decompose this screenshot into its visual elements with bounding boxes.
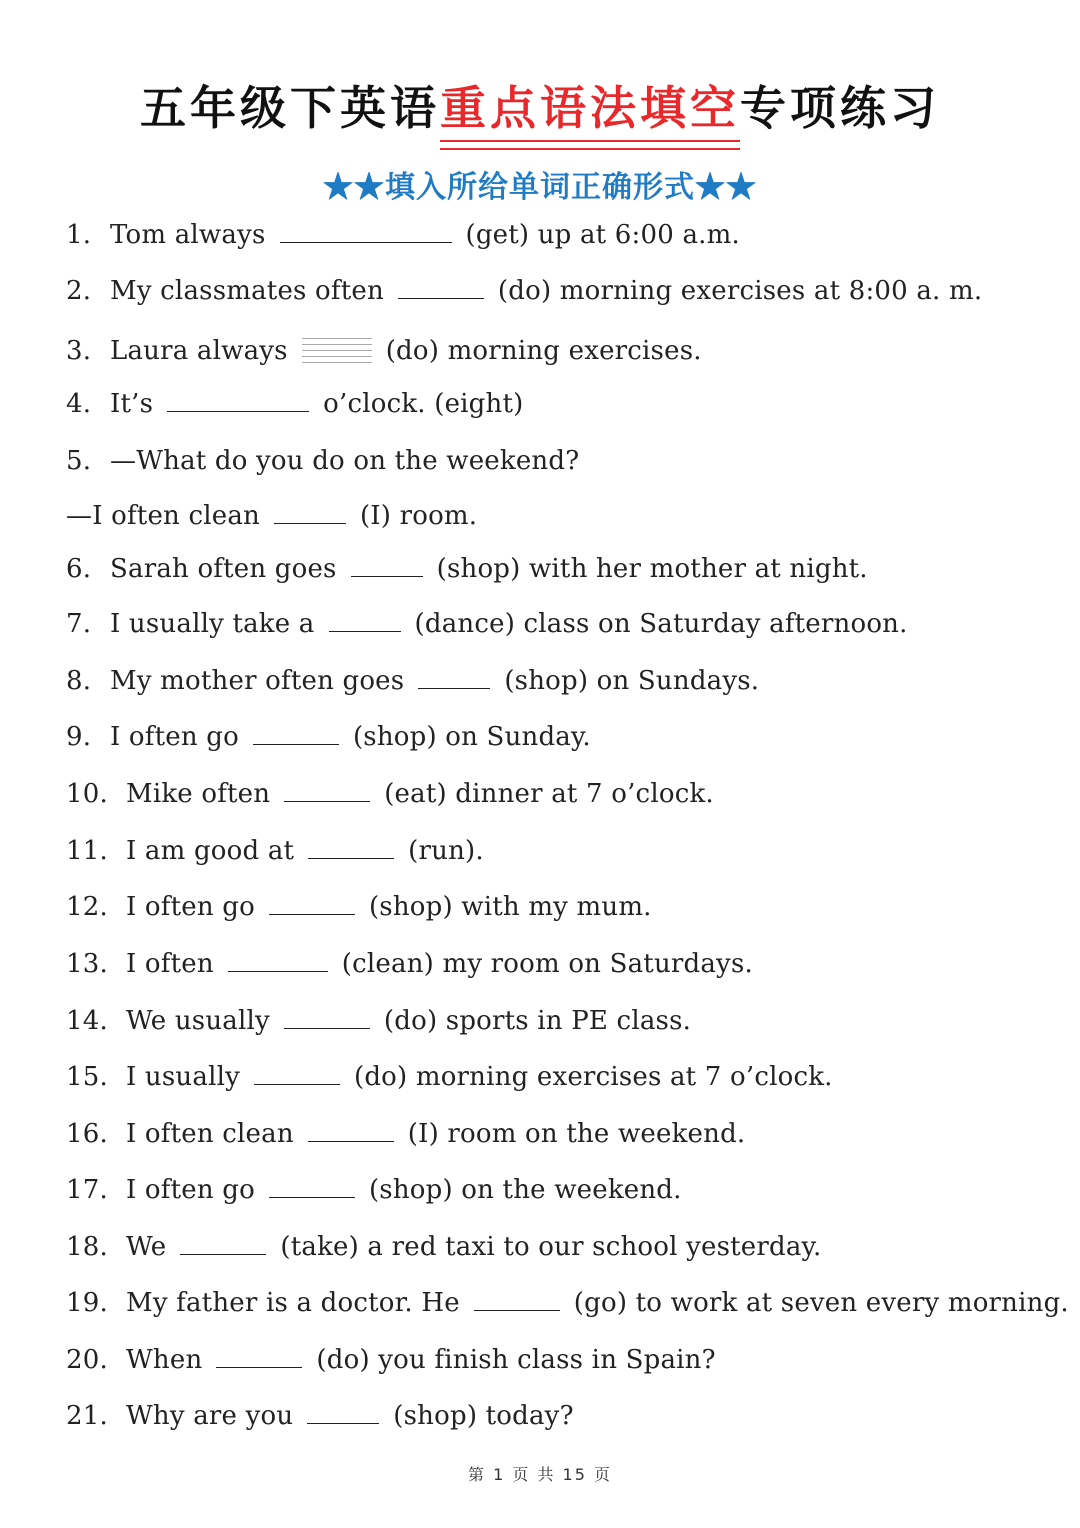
answer-blank[interactable]: [284, 779, 370, 802]
answer-blank[interactable]: [308, 1119, 394, 1142]
question-text-before: When: [126, 1345, 203, 1375]
question-text-before: We: [126, 1232, 167, 1262]
question-text-before: I often go: [110, 722, 239, 752]
question-text-after: (clean) my room on Saturdays.: [341, 949, 753, 979]
question-number: 2.: [66, 276, 92, 306]
question-text-before: We usually: [126, 1006, 270, 1036]
answer-blank[interactable]: [284, 1006, 370, 1029]
question-number: 11.: [66, 836, 108, 866]
question-text-before: It’s: [110, 389, 154, 419]
question-text-before: Laura always: [110, 336, 288, 366]
question-text-after: (I) room on the weekend.: [407, 1119, 746, 1149]
question-text-after: (shop) on Sunday.: [352, 722, 591, 752]
question-6: [66, 554, 868, 584]
question-text-before: Tom always: [110, 220, 266, 250]
question-number: 6.: [66, 554, 92, 584]
question-text-before: —I often clean: [66, 501, 260, 531]
question-text-after: (do) morning exercises at 7 o’clock.: [354, 1062, 833, 1092]
question-14: [66, 1006, 691, 1036]
question-11: [66, 836, 484, 866]
question-text-before: I usually take a: [110, 609, 315, 639]
question-text-before: I often clean: [126, 1119, 294, 1149]
question-text-before: I often go: [126, 892, 255, 922]
answer-blank[interactable]: [216, 1345, 302, 1368]
answer-blank[interactable]: [302, 333, 372, 363]
question-number: 14.: [66, 1006, 108, 1036]
question-text-after: (shop) on the weekend.: [368, 1175, 682, 1205]
question-number: 21.: [66, 1401, 108, 1431]
question-text-after: (shop) with my mum.: [368, 892, 652, 922]
question-21: [66, 1401, 574, 1431]
question-text-after: (take) a red taxi to our school yesterday.: [280, 1232, 822, 1262]
question-text-after: (go) to work at seven every morning.: [573, 1288, 1069, 1318]
question-16: [66, 1119, 745, 1149]
question-5-answer: [66, 501, 477, 531]
question-4: [66, 389, 523, 419]
question-number: 8.: [66, 666, 92, 696]
question-text-before: My mother often goes: [110, 666, 405, 696]
question-text-after: o’clock. (eight): [323, 389, 524, 419]
question-text-before: —What do you do on the weekend?: [110, 446, 580, 476]
answer-blank[interactable]: [474, 1288, 560, 1311]
question-number: 15.: [66, 1062, 108, 1092]
question-3: [66, 333, 702, 366]
answer-blank[interactable]: [269, 1175, 355, 1198]
question-10: [66, 779, 714, 809]
question-text-before: My classmates often: [110, 276, 384, 306]
question-text-after: (do) morning exercises.: [385, 336, 702, 366]
question-text-before: I often go: [126, 1175, 255, 1205]
question-15: [66, 1062, 833, 1092]
question-number: 18.: [66, 1232, 108, 1262]
answer-blank[interactable]: [329, 609, 401, 632]
answer-blank[interactable]: [351, 554, 423, 577]
question-number: 12.: [66, 892, 108, 922]
question-text-after: (eat) dinner at 7 o’clock.: [384, 779, 714, 809]
question-number: 5.: [66, 446, 92, 476]
question-text-after: (shop) today?: [393, 1401, 574, 1431]
question-text-before: I usually: [126, 1062, 240, 1092]
question-text-before: My father is a doctor. He: [126, 1288, 460, 1318]
question-20: [66, 1345, 716, 1375]
question-number: 7.: [66, 609, 92, 639]
question-text-after: (do) you finish class in Spain?: [316, 1345, 716, 1375]
question-number: 20.: [66, 1345, 108, 1375]
title-highlight: 重点语法填空: [440, 72, 740, 138]
question-text-after: (do) sports in PE class.: [383, 1006, 692, 1036]
question-number: 16.: [66, 1119, 108, 1149]
question-number: 3.: [66, 336, 92, 366]
answer-blank[interactable]: [418, 666, 490, 689]
title-part-1: 五年级下英语: [140, 81, 440, 135]
question-text-after: (do) morning exercises at 8:00 a. m.: [497, 276, 983, 306]
question-text-before: I often: [126, 949, 214, 979]
question-text-before: Sarah often goes: [110, 554, 337, 584]
question-text-before: Mike often: [126, 779, 271, 809]
answer-blank[interactable]: [180, 1232, 266, 1255]
question-number: 4.: [66, 389, 92, 419]
answer-blank[interactable]: [228, 949, 328, 972]
question-number: 17.: [66, 1175, 108, 1205]
question-text-after: (shop) with her mother at night.: [436, 554, 868, 584]
question-text-before: I am good at: [126, 836, 295, 866]
question-number: 13.: [66, 949, 108, 979]
question-text-after: (I) room.: [359, 501, 478, 531]
question-text-before: Why are you: [126, 1401, 294, 1431]
question-18: [66, 1232, 821, 1262]
question-9: [66, 722, 591, 752]
question-5: [66, 446, 579, 476]
question-1: [66, 220, 740, 250]
answer-blank[interactable]: [253, 722, 339, 745]
answer-blank[interactable]: [274, 501, 346, 524]
answer-blank[interactable]: [254, 1062, 340, 1085]
question-text-after: (dance) class on Saturday afternoon.: [414, 609, 908, 639]
page-title: [0, 72, 1080, 138]
instruction-subtitle: ★★填入所给单词正确形式★★: [323, 170, 757, 205]
question-17: [66, 1175, 682, 1205]
question-8: [66, 666, 759, 696]
question-2: [66, 276, 982, 306]
question-number: 1.: [66, 220, 92, 250]
answer-blank[interactable]: [280, 220, 452, 243]
page-footer: 第 1 页 共 15 页: [468, 1465, 612, 1484]
question-19: [66, 1288, 1069, 1318]
answer-blank[interactable]: [269, 892, 355, 915]
question-number: 10.: [66, 779, 108, 809]
question-7: [66, 609, 908, 639]
title-part-2: 专项练习: [740, 81, 940, 135]
answer-blank[interactable]: [307, 1401, 379, 1424]
question-12: [66, 892, 652, 922]
question-text-after: (run).: [408, 836, 484, 866]
question-text-after: (get) up at 6:00 a.m.: [465, 220, 740, 250]
answer-blank[interactable]: [167, 389, 309, 412]
question-number: 19.: [66, 1288, 108, 1318]
answer-blank[interactable]: [398, 276, 484, 299]
question-13: [66, 949, 753, 979]
question-number: 9.: [66, 722, 92, 752]
answer-blank[interactable]: [308, 836, 394, 859]
question-text-after: (shop) on Sundays.: [504, 666, 760, 696]
